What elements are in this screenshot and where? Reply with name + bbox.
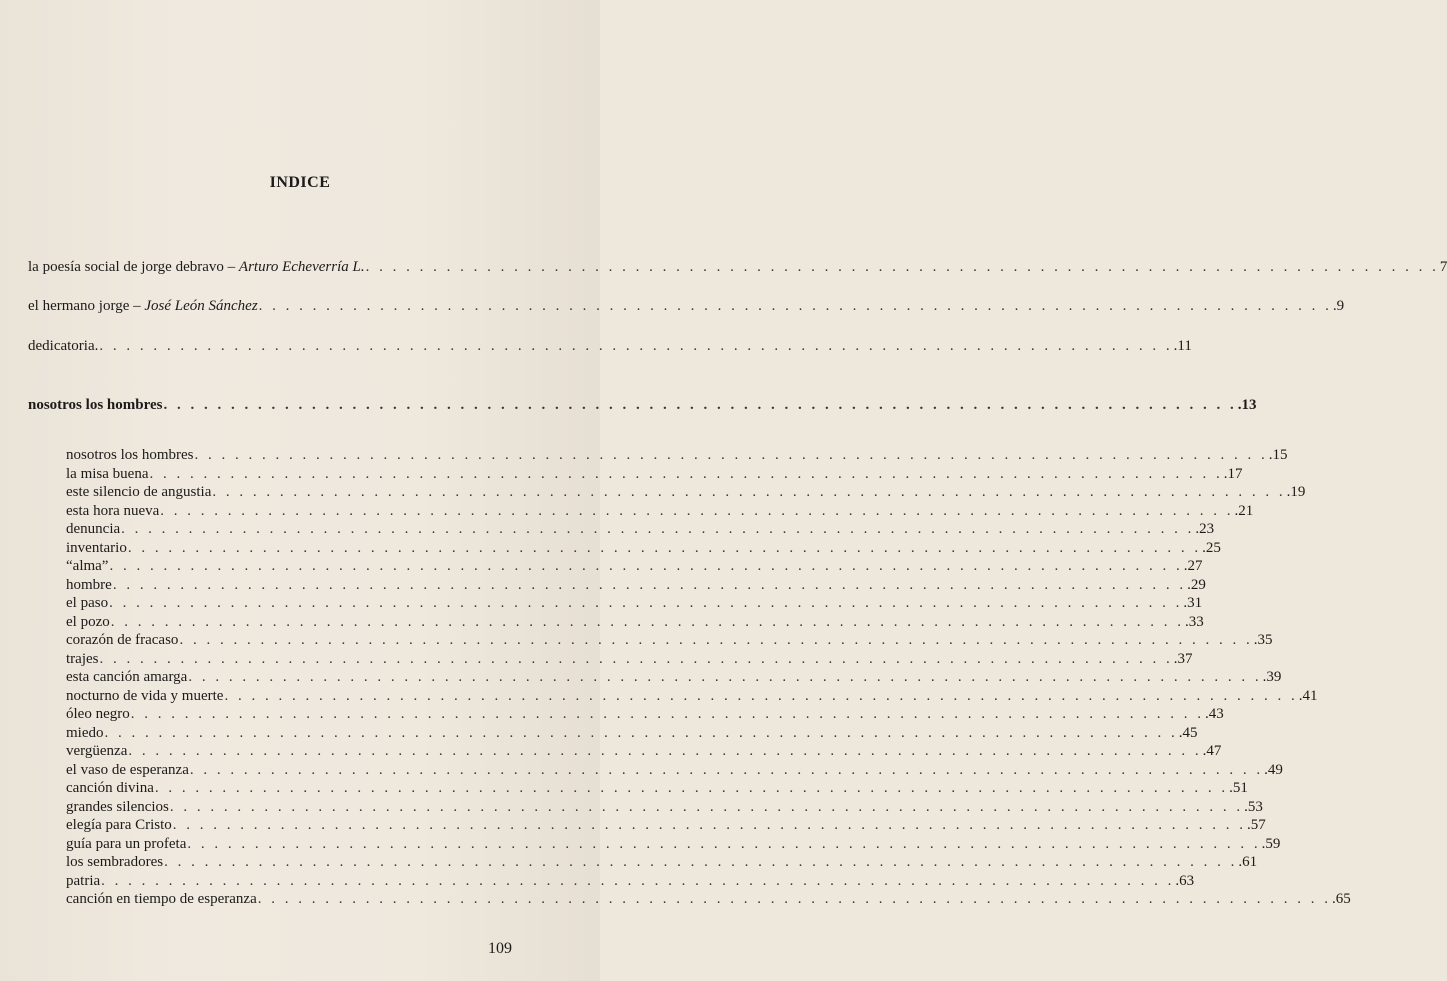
leader-dots: . . . . . . . . . . . . . . . . . . . . . . . . . . . . . . . . . . . . . . . . . . . . . . . . . . . . . . . . . . . . . . . . . . . . . . . . . . . . . . . . <box>258 298 1332 314</box>
entry-title-text: trajes <box>66 650 99 667</box>
contents-entry <box>66 835 1281 854</box>
contents-entry <box>66 668 1282 687</box>
entry-title <box>66 446 194 465</box>
entry-title <box>66 465 148 484</box>
contents-entry <box>66 576 1206 595</box>
entry-page-number: .23 <box>1195 521 1215 537</box>
section-heading-row <box>28 396 1257 415</box>
entry-page-number: .27 <box>1183 558 1203 574</box>
entry-title <box>66 890 257 909</box>
entry-title-text: corazón de fracaso <box>66 632 179 648</box>
leader-dots: . . . . . . . . . . . . . . . . . . . . . . . . . . . . . . . . . . . . . . . . . . . . . . . . . . . . . . . . . . . . . . . . . . . . . . . . . . . . . . . . <box>154 780 1229 796</box>
leader-dots: . . . . . . . . . . . . . . . . . . . . . . . . . . . . . . . . . . . . . . . . . . . . . . . . . . . . . . . . . . . . . . . . . . . . . . . . . . . . . . . . <box>101 872 1175 889</box>
section-heading-label: nosotros los hombres <box>28 397 163 413</box>
entry-title-text: inventario <box>66 539 127 556</box>
entry-title <box>66 557 108 576</box>
contents-entry <box>66 631 1273 650</box>
entry-page-number: .39 <box>1262 669 1282 685</box>
entry-title <box>66 853 163 872</box>
leader-dots: . . . . . . . . . . . . . . . . . . . . . . . . . . . . . . . . . . . . . . . . . . . . . . . . . . . . . . . . . . . . . . . . . . . . . . . . . . . . . . . . <box>149 465 1223 482</box>
contents-entry <box>66 483 1306 502</box>
entry-page-number: 7 <box>1439 259 1447 275</box>
contents-entry <box>66 446 1288 465</box>
entry-title-text: patria <box>66 872 101 889</box>
leader-dots: . . . . . . . . . . . . . . . . . . . . . . . . . . . . . . . . . . . . . . . . . . . . . . . . . . . . . . . . . . . . . . . . . . . . . . . . . . . . . . . . <box>99 338 1173 354</box>
entry-page-number: .63 <box>1175 872 1195 889</box>
leader-dots: . . . . . . . . . . . . . . . . . . . . . . . . . . . . . . . . . . . . . . . . . . . . . . . . . . . . . . . . . . . . . . . . . . . . . . . . . . . . . . . . <box>257 891 1331 907</box>
entry-page-number: .19 <box>1286 484 1306 500</box>
contents-entry <box>66 594 1203 613</box>
leader-dots: . . . . . . . . . . . . . . . . . . . . . . . . . . . . . . . . . . . . . . . . . . . . . . . . . . . . . . . . . . . . . . . . . . . . . . . . . . . . . . . . <box>164 854 1238 870</box>
entry-title <box>28 337 98 356</box>
entry-title-text: dedicatoria. <box>28 338 99 354</box>
entry-page-number: .49 <box>1264 761 1283 778</box>
leader-dots: . . . . . . . . . . . . . . . . . . . . . . . . . . . . . . . . . . . . . . . . . . . . . . . . . . . . . . . . . . . . . . . . . . . . . . . . . . . . . . . . <box>187 835 1261 852</box>
entry-title <box>66 668 187 687</box>
entry-title-text: elegía para Cristo <box>66 817 172 833</box>
entry-title <box>66 631 178 650</box>
entry-title-text: el vaso de esperanza <box>66 761 189 778</box>
entry-page-number: .51 <box>1229 780 1248 796</box>
contents-entry <box>66 650 1193 669</box>
leader-dots: . . . . . . . . . . . . . . . . . . . . . . . . . . . . . . . . . . . . . . . . . . . . . . . . . . . . . . . . . . . . . . . . . . . . . . . . . . . . . . . . <box>128 743 1202 759</box>
leader-dots: . . . . . . . . . . . . . . . . . . . . . . . . . . . . . . . . . . . . . . . . . . . . . . . . . . . . . . . . . . . . . . . . . . . . . . . . . . . . . . . . <box>130 706 1204 722</box>
entry-page-number: .31 <box>1183 595 1203 611</box>
contents-entry <box>66 724 1198 743</box>
entry-title-text: nosotros los hombres <box>66 447 194 463</box>
contents-entry <box>66 779 1248 798</box>
entry-title-text: guía para un profeta <box>66 835 187 852</box>
entry-page-number: .17 <box>1223 465 1243 482</box>
entry-title <box>66 576 112 595</box>
entry-title <box>66 594 108 613</box>
entry-page-number: .35 <box>1253 632 1273 648</box>
entry-title <box>28 258 365 277</box>
leader-dots: . . . . . . . . . . . . . . . . . . . . . . . . . . . . . . . . . . . . . . . . . . . . . . . . . . . . . . . . . . . . . . . . . . . . . . . . . . . . . . . . <box>172 817 1247 833</box>
entry-title-text: miedo <box>66 724 104 741</box>
contents-entry <box>66 872 1195 891</box>
contents-entry <box>66 539 1221 558</box>
entry-page-number: .37 <box>1173 650 1193 667</box>
entry-title <box>66 816 172 835</box>
entry-title <box>66 742 127 761</box>
entry-title <box>66 798 169 817</box>
entry-author: Arturo Echeverría L. <box>238 259 365 275</box>
index-title: INDICE <box>269 174 331 191</box>
contents-entry <box>66 687 1318 706</box>
leader-dots: . . . . . . . . . . . . . . . . . . . . . . . . . . . . . . . . . . . . . . . . . . . . . . . . . . . . . . . . . . . . . . . . . . . . . . . . . . . . . . . . <box>112 576 1187 593</box>
entry-page-number: .45 <box>1178 724 1198 741</box>
contents-entry <box>66 520 1215 539</box>
entry-title-text: el pozo <box>66 613 110 630</box>
leader-dots: . . . . . . . . . . . . . . . . . . . . . . . . . . . . . . . . . . . . . . . . . . . . . . . . . . . . . . . . . . . . . . . . . . . . . . . . . . . . . . . . <box>109 595 1183 611</box>
leader-dots: . . . . . . . . . . . . . . . . . . . . . . . . . . . . . . . . . . . . . . . . . . . . . . . . . . . . . . . . . . . . . . . . . . . . . . . . . . . . . . . . <box>189 761 1264 778</box>
entry-title-text: nocturno de vida y muerte <box>66 687 224 704</box>
entry-title <box>28 297 258 316</box>
entry-title-text: “alma” <box>66 558 109 574</box>
entry-title <box>66 872 100 891</box>
entry-title <box>66 520 120 539</box>
entry-page-number: .33 <box>1184 613 1204 630</box>
contents-entry <box>28 258 1447 277</box>
entry-title <box>66 483 211 502</box>
contents-entry <box>66 890 1351 909</box>
entry-title-text: vergüenza <box>66 743 128 759</box>
entry-title-text: denuncia <box>66 521 121 537</box>
entry-page-number: .11 <box>1173 338 1192 354</box>
entry-title <box>66 539 127 558</box>
entry-title-text: esta hora nueva <box>66 502 160 519</box>
entry-page-number: .53 <box>1244 798 1263 815</box>
entry-title-text: grandes silencios <box>66 798 169 815</box>
entry-page-number: .25 <box>1202 539 1221 556</box>
leader-dots: . . . . . . . . . . . . . . . . . . . . . . . . . . . . . . . . . . . . . . . . . . . . . . . . . . . . . . . . . . . . . . . . . . . . . . . . . . . . . . . . <box>179 632 1253 648</box>
contents-entry <box>66 798 1263 817</box>
leader-dots: . . . . . . . . . . . . . . . . . . . . . . . . . . . . . . . . . . . . . . . . . . . . . . . . . . . . . . . . . . . . . . . . . . . . . . . . . . . . . . . . <box>169 798 1244 815</box>
contents-entry <box>66 557 1203 576</box>
leader-dots: . . . . . . . . . . . . . . . . . . . . . . . . . . . . . . . . . . . . . . . . . . . . . . . . . . . . . . . . . . . . . . . . . . . . . . . . . . . . . . . . <box>110 613 1184 630</box>
entry-page-number: .41 <box>1298 687 1318 704</box>
entry-title <box>66 650 98 669</box>
entry-page-number: .61 <box>1238 854 1258 870</box>
entry-title-text: el hermano jorge – <box>28 298 145 314</box>
entry-title <box>66 687 223 706</box>
leader-dots: . . . . . . . . . . . . . . . . . . . . . . . . . . . . . . . . . . . . . . . . . . . . . . . . . . . . . . . . . . . . . . . . . . . . . . . . . . . . . . . . <box>127 539 1202 556</box>
entry-title-text: óleo negro <box>66 706 130 722</box>
entry-title <box>66 613 110 632</box>
entry-title <box>66 835 186 854</box>
entry-page-number: .47 <box>1202 743 1222 759</box>
entry-title-text: canción divina <box>66 780 154 796</box>
contents-entry <box>28 297 1345 316</box>
entry-title-text: el paso <box>66 595 109 611</box>
contents-entry <box>66 761 1283 780</box>
entry-page-number: .65 <box>1332 891 1351 907</box>
entry-title <box>66 724 104 743</box>
entry-title-text: la misa buena <box>66 465 149 482</box>
entry-title-text: este silencio de angustia <box>66 484 212 500</box>
entry-page-number: .43 <box>1204 706 1224 722</box>
entry-page-number: .21 <box>1234 502 1254 519</box>
contents-entry <box>66 705 1224 724</box>
entry-page-number: .9 <box>1332 298 1345 314</box>
section-heading-page: .13 <box>1237 397 1257 413</box>
contents-entry <box>66 613 1204 632</box>
entry-title-text: esta canción amarga <box>66 669 188 685</box>
leader-dots: . . . . . . . . . . . . . . . . . . . . . . . . . . . . . . . . . . . . . . . . . . . . . . . . . . . . . . . . . . . . . . . . . . . . . . . . . . . . . . . . <box>188 669 1262 685</box>
entry-page-number: .29 <box>1187 576 1206 593</box>
entry-title <box>66 761 189 780</box>
leader-dots: . . . . . . . . . . . . . . . . . . . . . . . . . . . . . . . . . . . . . . . . . . . . . . . . . . . . . . . . . . . . . . . . . . . . . . . . . . . . . . . . <box>212 484 1286 500</box>
contents-entry <box>66 502 1254 521</box>
entry-author: José León Sánchez <box>144 298 258 314</box>
leader-dots: . . . . . . . . . . . . . . . . . . . . . . . . . . . . . . . . . . . . . . . . . . . . . . . . . . . . . . . . . . . . . . . . . . . . . . . . . . . . . . . . <box>194 447 1268 463</box>
entry-title <box>66 502 159 521</box>
leader-dots: . . . . . . . . . . . . . . . . . . . . . . . . . . . . . . . . . . . . . . . . . . . . . . . . . . . . . . . . . . . . . . . . . . . . . . . . . . . . . . . . <box>121 521 1195 537</box>
leader-dots: . . . . . . . . . . . . . . . . . . . . . . . . . . . . . . . . . . . . . . . . . . . . . . . . . . . . . . . . . . . . . . . . . . . . . . . . . . . . . . . . <box>99 650 1173 667</box>
entry-page-number: .15 <box>1268 447 1288 463</box>
contents-entry <box>66 853 1258 872</box>
contents-entry <box>66 742 1222 761</box>
entry-page-number: .57 <box>1247 817 1266 833</box>
entry-title-text: los sembradores <box>66 854 164 870</box>
entry-title-text: canción en tiempo de esperanza <box>66 891 257 907</box>
leader-dots: . . . . . . . . . . . . . . . . . . . . . . . . . . . . . . . . . . . . . . . . . . . . . . . . . . . . . . . . . . . . . . . . . . . . . . . . . . . . . . . . <box>365 259 1439 275</box>
contents-entry <box>28 337 1192 356</box>
leader-dots: . . . . . . . . . . . . . . . . . . . . . . . . . . . . . . . . . . . . . . . . . . . . . . . . . . . . . . . . . . . . . . . . . . . . . . . . . . . . . . . . <box>109 558 1183 574</box>
leader-dots: . . . . . . . . . . . . . . . . . . . . . . . . . . . . . . . . . . . . . . . . . . . . . . . . . . . . . . . . . . . . . . . . . . . . . . . . . . . . . . . . <box>160 502 1234 519</box>
entry-title <box>66 779 154 798</box>
entry-title-text: la poesía social de jorge debravo – <box>28 259 239 275</box>
contents-entry <box>66 816 1266 835</box>
entry-page-number: .59 <box>1261 835 1281 852</box>
leader-dots: . . . . . . . . . . . . . . . . . . . . . . . . . . . . . . . . . . . . . . . . . . . . . . . . . . . . . . . . . . . . . . . . . . . . . . . . . . . . . . . . <box>104 724 1178 741</box>
entry-title-text: hombre <box>66 576 112 593</box>
leader-dots: . . . . . . . . . . . . . . . . . . . . . . . . . . . . . . . . . . . . . . . . . . . . . . . . . . . . . . . . . . . . . . . . . . . . . . . . . . . . . . . . <box>163 397 1237 413</box>
leader-dots: . . . . . . . . . . . . . . . . . . . . . . . . . . . . . . . . . . . . . . . . . . . . . . . . . . . . . . . . . . . . . . . . . . . . . . . . . . . . . . . . <box>224 687 1298 704</box>
contents-entry <box>66 465 1243 484</box>
folio-page-number: 109 <box>488 940 512 957</box>
entry-title <box>66 705 130 724</box>
